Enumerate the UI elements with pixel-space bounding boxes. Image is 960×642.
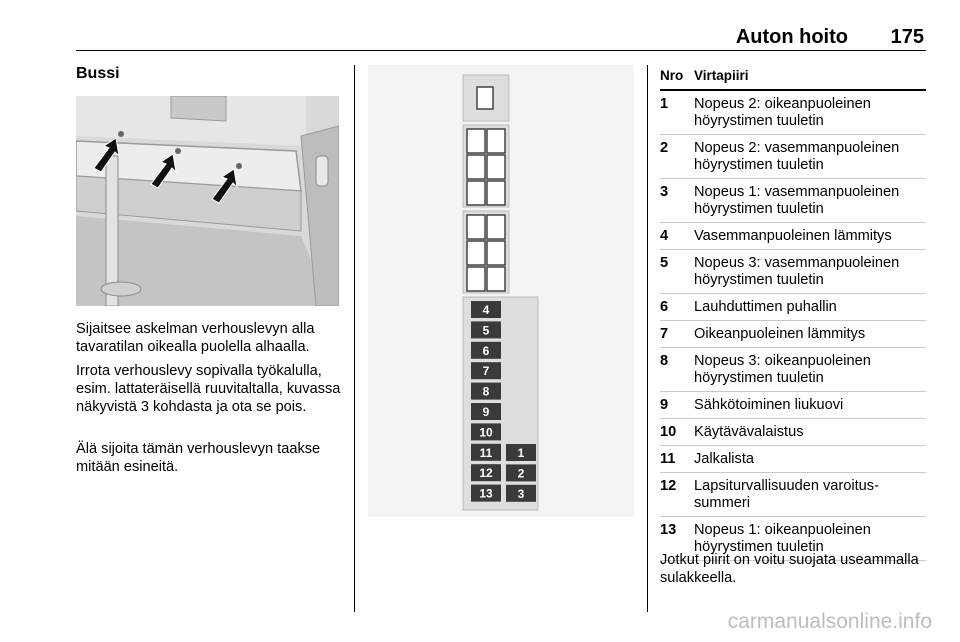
fuse-slot <box>506 464 536 481</box>
row-circuit: Oikeanpuoleinen lämmitys <box>694 326 866 342</box>
row-number: 11 <box>660 451 676 467</box>
row-number: 9 <box>660 397 669 413</box>
row-circuit: Käytävävalaistus <box>694 424 804 440</box>
row-number: 8 <box>660 353 669 369</box>
fuse-slot <box>471 444 501 461</box>
row-circuit: Nopeus 3: oikeanpuoleinen höyrystimen tuuletin <box>694 353 871 386</box>
fuse-label: 3 <box>517 486 525 501</box>
table-row <box>660 250 926 294</box>
table-row <box>660 135 926 179</box>
fuse-diagram-svg <box>368 65 634 517</box>
fuse-label: 5 <box>482 323 490 338</box>
section-title: Bussi <box>76 65 120 82</box>
table-row <box>660 91 926 135</box>
table-header <box>660 65 926 91</box>
row-number: 5 <box>660 255 669 271</box>
fuse-right-column <box>506 444 536 502</box>
column-divider-right <box>647 65 648 612</box>
row-circuit: Nopeus 1: vasemmanpuoleinen höyrystimen tuuletin <box>694 184 900 217</box>
fuse-slot <box>471 423 501 440</box>
row-number: 6 <box>660 299 669 315</box>
row-number: 10 <box>660 424 677 440</box>
header-circuit: Virtapiiri <box>694 68 749 83</box>
row-circuit: Vasemmanpuoleinen lämmitys <box>694 228 892 244</box>
table-row <box>660 473 926 517</box>
row-circuit: Nopeus 2: vasemmanpuoleinen höyrystimen tuuletin <box>694 140 900 173</box>
footer-watermark: carmanualsonline.info <box>727 610 932 633</box>
page-number: 175 <box>890 26 924 48</box>
fuse-label: 9 <box>482 405 490 419</box>
column-divider-left <box>354 65 355 612</box>
fuse-slot <box>471 362 501 379</box>
row-number: 2 <box>660 140 669 156</box>
table-row <box>660 419 926 446</box>
note-text: Jotkut piirit on voitu suojata useammalla sulakkeella. <box>660 552 919 586</box>
fuse-label: 13 <box>479 486 493 501</box>
fuse-slot <box>471 464 501 481</box>
fuse-slot <box>471 383 501 400</box>
fuse-slot <box>471 485 501 502</box>
fuse-slot <box>471 301 501 318</box>
fuse-label: 11 <box>479 445 493 460</box>
fuse-label: 10 <box>479 425 493 440</box>
table-row <box>660 446 926 473</box>
fuse-slot <box>506 444 536 461</box>
paragraph-removal: Irrota verhouslevy sopivalla työkalulla, esim. lattateräisellä ruuvitaltalla, kuvassa näkyvistä 3 kohdasta ja ota se pois. <box>76 363 341 415</box>
fuse-slot <box>471 342 501 359</box>
table-row <box>660 321 926 348</box>
row-circuit: Lapsiturvallisuuden varoitussummeri <box>694 478 879 511</box>
fuse-label: 2 <box>517 466 525 481</box>
fuse-label: 8 <box>482 384 490 399</box>
table-row <box>660 392 926 419</box>
row-circuit: Nopeus 3: vasemmanpuoleinen höyrystimen tuuletin <box>694 255 900 288</box>
fuse-box-diagram <box>368 65 634 517</box>
row-number: 13 <box>660 522 677 538</box>
table-body <box>660 91 926 561</box>
fuse-label: 4 <box>482 303 490 317</box>
table-row <box>660 223 926 250</box>
fuse-slot <box>471 403 501 420</box>
fuse-slot <box>471 321 501 338</box>
fuse-slot <box>506 485 536 502</box>
row-number: 7 <box>660 326 669 342</box>
row-circuit: Jalkalista <box>694 451 755 467</box>
fuse-table <box>660 65 926 561</box>
row-number: 4 <box>660 228 669 244</box>
fuse-label: 1 <box>517 446 525 460</box>
table-row <box>660 348 926 392</box>
row-circuit: Lauhduttimen puhallin <box>694 299 837 315</box>
paragraph-location: Sijaitsee askelman verhouslevyn alla tavaratilan oikealla puolella alhaalla. <box>76 321 315 355</box>
fuse-label: 6 <box>482 343 490 358</box>
row-circuit: Nopeus 2: oikeanpuoleinen höyrystimen tuuletin <box>694 96 871 129</box>
row-number: 12 <box>660 478 677 494</box>
page-header <box>76 26 926 51</box>
header-title: Auton hoito <box>735 26 848 48</box>
row-circuit: Nopeus 1: oikeanpuoleinen höyrystimen tuuletin <box>694 522 871 555</box>
table-row <box>660 294 926 321</box>
row-number: 1 <box>660 96 669 112</box>
header-nro: Nro <box>660 68 684 83</box>
illustration-step-panel <box>76 96 339 306</box>
illustration-svg <box>76 96 339 306</box>
table-row <box>660 179 926 223</box>
row-number: 3 <box>660 184 669 200</box>
fuse-label: 7 <box>482 364 490 379</box>
row-circuit: Sähkötoiminen liukuovi <box>694 397 844 413</box>
paragraph-warning: Älä sijoita tämän verhouslevyn taakse mitään esineitä. <box>76 441 321 475</box>
fuse-label: 12 <box>479 466 493 481</box>
